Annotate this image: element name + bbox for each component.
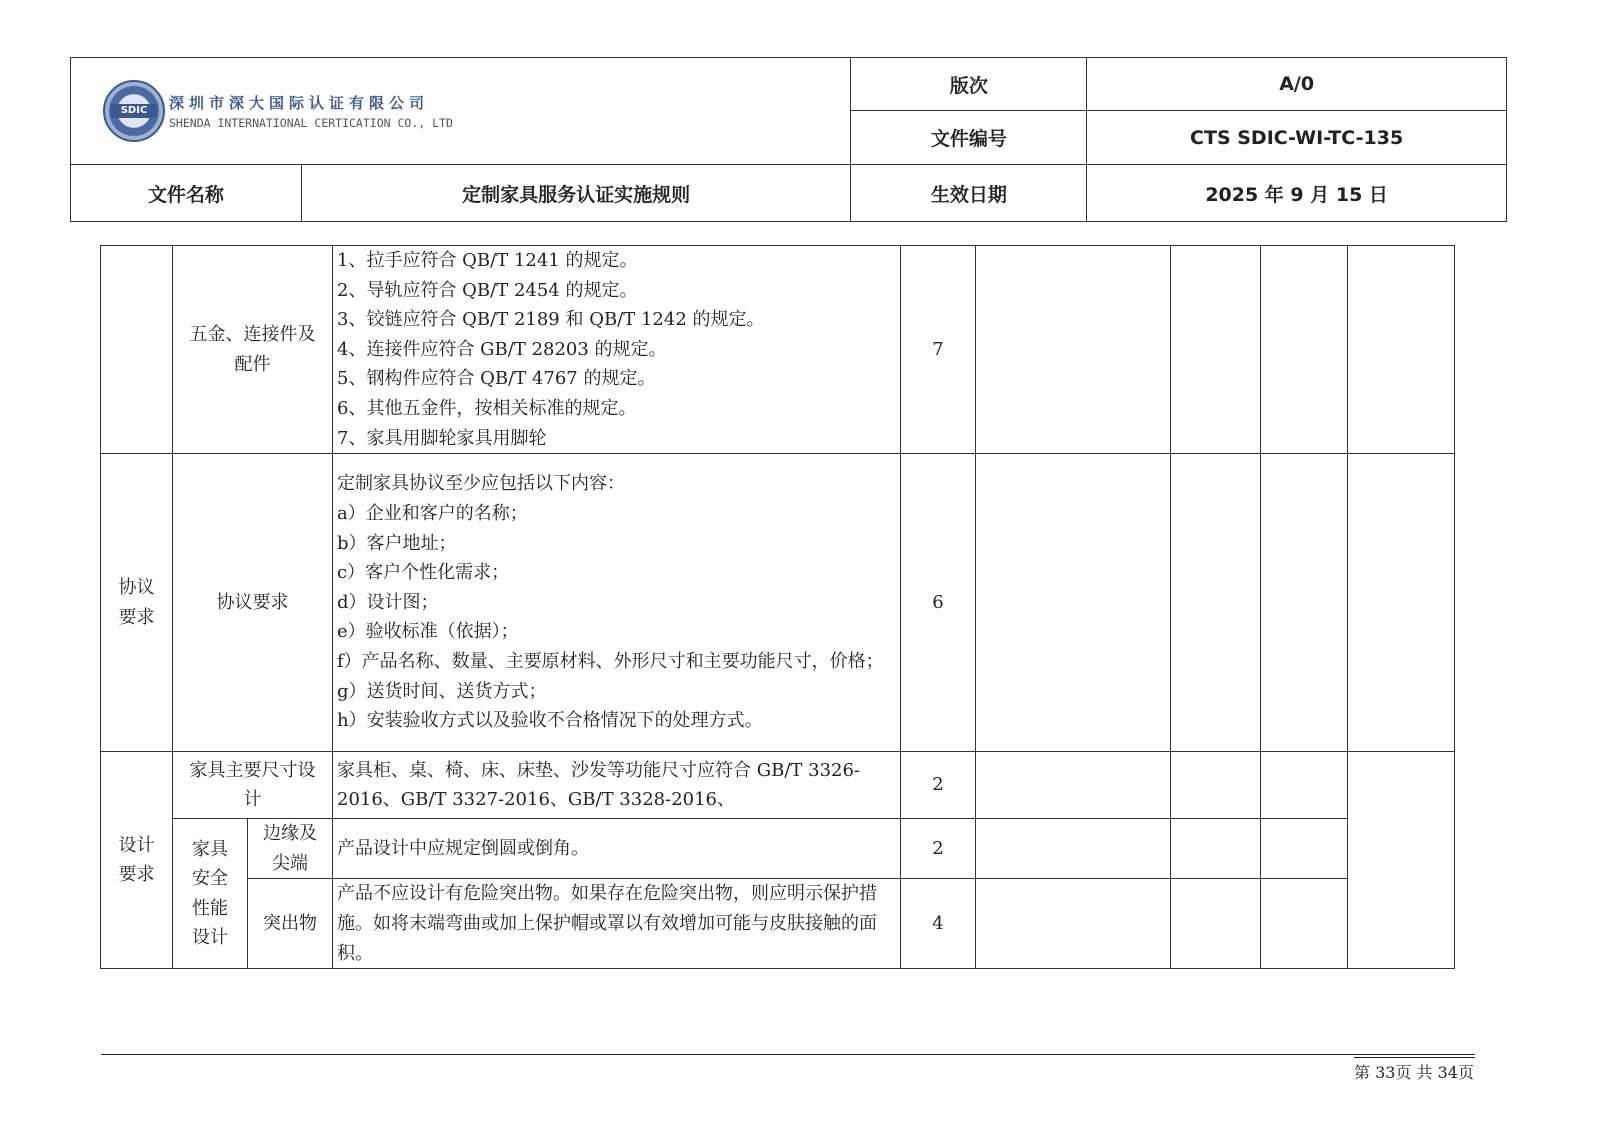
content-line: 4、连接件应符合 GB/T 28203 的规定。 xyxy=(337,338,667,360)
score-cell: 2 xyxy=(901,819,976,879)
item-cell: 协议要求 xyxy=(173,454,333,752)
content-line: 7、家具用脚轮家具用脚轮 xyxy=(337,427,547,449)
content-cell xyxy=(333,454,901,752)
company-logo xyxy=(71,58,851,165)
content-line: e）验收标准（依据）； xyxy=(337,621,519,643)
category-cell xyxy=(101,246,173,454)
table-row xyxy=(101,819,1455,879)
score-cell: 4 xyxy=(901,879,976,969)
item-cell: 边缘及尖端 xyxy=(248,819,333,879)
table-row xyxy=(101,454,1455,752)
table-row xyxy=(101,246,1455,454)
category-cell: 设计要求 xyxy=(101,752,173,969)
item-cell: 五金、连接件及配件 xyxy=(173,246,333,454)
content-line: 3、铰链应符合 QB/T 2189 和 QB/T 1242 的规定。 xyxy=(337,309,765,331)
content-line: 产品不应设计有危险突出物。如果存在危险突出物，则应明示保护措施。如将末端弯曲或加上保护帽或罩以有效增加可能与皮肤接触的面积。 xyxy=(337,883,877,964)
content-line: f）产品名称、数量、主要原材料、外形尺寸和主要功能尺寸，价格； xyxy=(337,651,884,673)
group-cell: 家具安全性能设计 xyxy=(173,819,248,969)
content-line: b）客户地址； xyxy=(337,532,457,554)
content-line: 定制家具协议至少应包括以下内容： xyxy=(337,473,625,495)
item-cell: 突出物 xyxy=(248,879,333,969)
footer-divider xyxy=(101,1054,1475,1055)
content-line: 5、钢构件应符合 QB/T 4767 的规定。 xyxy=(337,368,656,390)
content-line: g）送货时间、送货方式； xyxy=(337,680,547,702)
content-line: 1、拉手应符合 QB/T 1241 的规定。 xyxy=(337,250,638,271)
item-cell: 家具主要尺寸设计 xyxy=(173,752,333,819)
content-cell xyxy=(333,246,901,454)
version-label: 版次 xyxy=(851,58,1087,111)
score-cell: 7 xyxy=(901,246,976,454)
docname-label: 文件名称 xyxy=(71,165,302,222)
company-name-cn: 深圳市深大国际认证有限公司 xyxy=(169,94,430,112)
score-cell: 6 xyxy=(901,454,976,752)
score-cell: 2 xyxy=(901,752,976,819)
table-row xyxy=(101,752,1455,819)
page-number: 第 33页 共 34页 xyxy=(1354,1063,1474,1082)
content-line: 产品设计中应规定倒圆或倒角。 xyxy=(337,837,589,859)
content-cell xyxy=(333,819,901,879)
content-line: 家具柜、桌、椅、床、床垫、沙发等功能尺寸应符合 GB/T 3326-2016、GB/T 3327-2016、GB/T 3328-2016、 xyxy=(337,759,861,811)
content-line: a）企业和客户的名称； xyxy=(337,503,528,525)
document-header xyxy=(70,57,1507,222)
docname-value: 定制家具服务认证实施规则 xyxy=(301,165,851,222)
content-line: h）安装验收方式以及验收不合格情况下的处理方式。 xyxy=(337,710,763,732)
content-line: 6、其他五金件，按相关标准的规定。 xyxy=(337,397,637,419)
company-name-en: SHENDA INTERNATIONAL CERTICATION CO., LTD xyxy=(169,116,453,130)
footer-divider-short xyxy=(1354,1057,1475,1058)
content-cell xyxy=(333,879,901,969)
content-line: d）设计图； xyxy=(337,591,439,613)
table-row xyxy=(101,879,1455,969)
requirements-table xyxy=(100,245,1455,969)
docno-label: 文件编号 xyxy=(851,111,1087,165)
sdic-seal-icon: SDIC xyxy=(103,80,165,142)
content-line: 2、导轨应符合 QB/T 2454 的规定。 xyxy=(337,279,638,301)
content-line: c）客户个性化需求； xyxy=(337,562,510,584)
category-cell: 协议要求 xyxy=(101,454,173,752)
date-label: 生效日期 xyxy=(851,165,1087,222)
version-value: A/0 xyxy=(1087,58,1507,111)
docno-value: CTS SDIC-WI-TC-135 xyxy=(1087,111,1507,165)
date-value: 2025 年 9 月 15 日 xyxy=(1087,165,1507,222)
content-cell xyxy=(333,752,901,819)
